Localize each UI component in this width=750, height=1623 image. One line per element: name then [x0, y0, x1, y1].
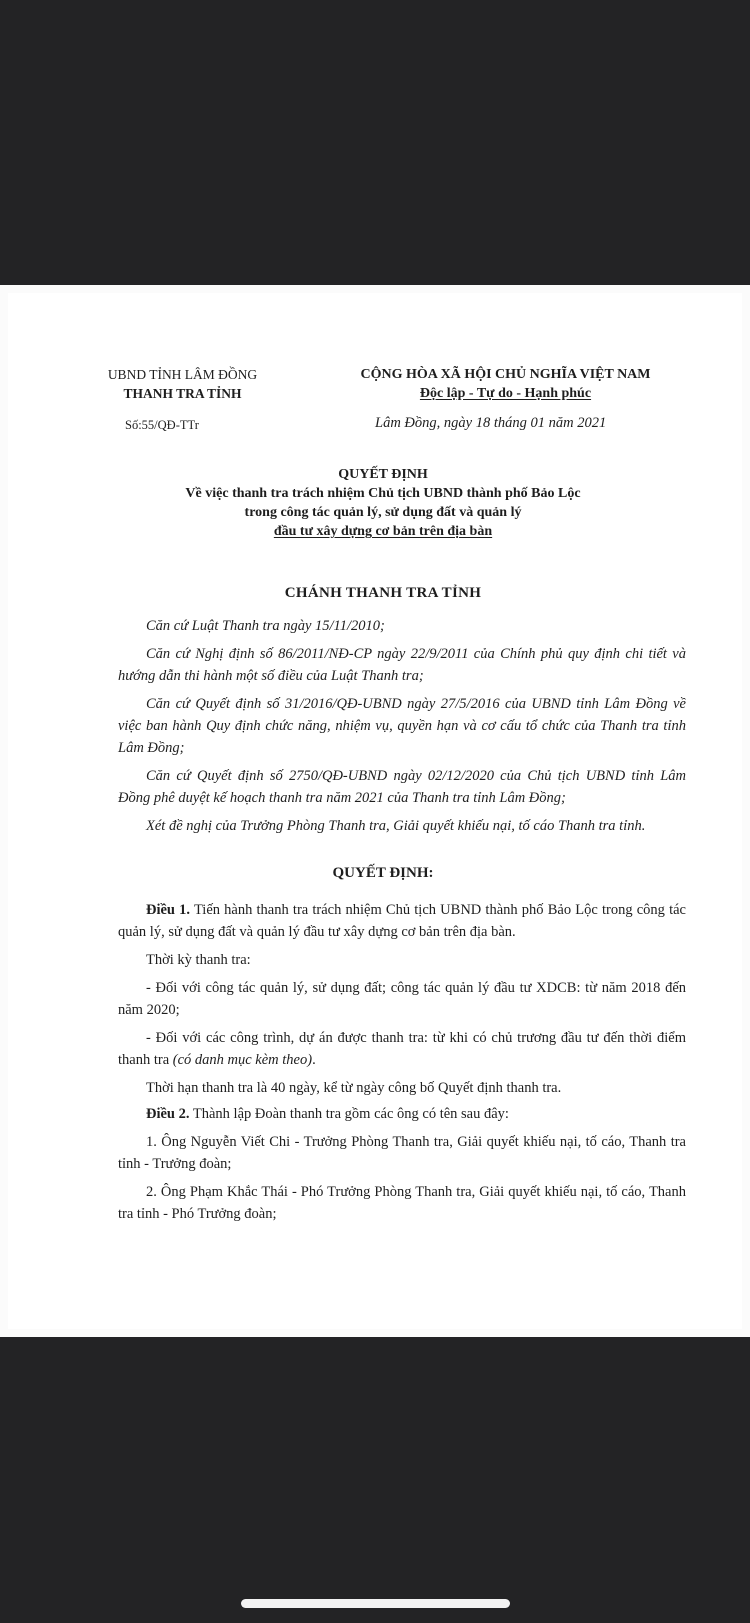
legal-bases: [118, 615, 686, 837]
issuing-agency: [90, 365, 275, 403]
articles: [118, 899, 686, 1225]
member-2: 2. Ông Phạm Khắc Thái - Phó Trưởng Phòng Thanh tra, Giải quyết khiếu nại, tố cáo, Thanh tra tỉnh - Phó Trưởng đoàn;: [118, 1184, 686, 1222]
agency-line-1: UBND TỈNH LÂM ĐỒNG: [107, 367, 258, 382]
period-2-note: (có danh mục kèm theo): [172, 1052, 313, 1068]
top-dark-band: [0, 0, 750, 285]
subject-line-1: Về việc thanh tra trách nhiệm Chủ tịch UBND thành phố Bảo Lộc: [185, 486, 581, 501]
article-2-label: Điều 2.: [146, 1106, 190, 1122]
subject-line-2: trong công tác quản lý, sử dụng đất và quản lý: [244, 505, 522, 520]
national-heading: [333, 365, 678, 403]
article-2: [118, 1103, 686, 1125]
basis-5: Xét đề nghị của Trưởng Phòng Thanh tra, Giải quyết khiếu nại, tố cáo Thanh tra tỉnh.: [146, 818, 646, 834]
nation-name: CỘNG HÒA XÃ HỘI CHỦ NGHĨA VIỆT NAM: [360, 367, 651, 382]
article-1: [118, 899, 686, 943]
agency-line-2: THANH TRA TỈNH: [123, 386, 242, 401]
document-page: [8, 293, 742, 1329]
basis-3: Căn cứ Quyết định số 31/2016/QĐ-UBND ngày 27/5/2016 của UBND tỉnh Lâm Đồng về việc ban hành Quy định chức năng, nhiệm vụ, quyền hạn và cơ cấu tổ chức của Thanh tra tỉnh Lâm Đồng;: [118, 696, 686, 756]
bottom-dark-band: [0, 1337, 750, 1623]
document-type: QUYẾT ĐỊNH: [338, 467, 428, 482]
article-1-label: Điều 1.: [146, 902, 191, 918]
decision-heading: QUYẾT ĐỊNH:: [332, 865, 434, 881]
period-2-end: .: [312, 1052, 316, 1068]
document-photo: [0, 285, 750, 1337]
article-2-text: Thành lập Đoàn thanh tra gồm các ông có tên sau đây:: [192, 1106, 509, 1122]
basis-4: Căn cứ Quyết định số 2750/QĐ-UBND ngày 02/12/2020 của Chủ tịch UBND tỉnh Lâm Đồng phê duyệt kế hoạch thanh tra năm 2021 của Thanh tra tỉnh Lâm Đồng;: [118, 768, 686, 806]
signer-title: CHÁNH THANH TRA TỈNH: [284, 585, 482, 601]
subject-line-3: đầu tư xây dựng cơ bản trên địa bàn: [273, 524, 493, 539]
document-title: [126, 465, 640, 541]
inspection-duration: Thời hạn thanh tra là 40 ngày, kể từ ngày công bố Quyết định thanh tra.: [146, 1080, 562, 1096]
period-2: [118, 1027, 686, 1071]
period-label: Thời kỳ thanh tra:: [146, 952, 251, 968]
article-1-text: Tiến hành thanh tra trách nhiệm Chủ tịch UBND thành phố Bảo Lộc trong công tác quản lý, sử dụng đất và quản lý đầu tư xây dựng cơ bản trên địa bàn.: [118, 902, 686, 940]
home-indicator[interactable]: [241, 1599, 510, 1608]
national-motto: Độc lập - Tự do - Hạnh phúc: [419, 386, 592, 401]
place-date: Lâm Đồng, ngày 18 tháng 01 năm 2021: [375, 415, 607, 431]
period-1: - Đối với công tác quản lý, sử dụng đất; công tác quản lý đầu tư XDCB: từ năm 2018 đến năm 2020;: [118, 980, 686, 1018]
basis-2: Căn cứ Nghị định số 86/2011/NĐ-CP ngày 22/9/2011 của Chính phủ quy định chi tiết và hướng dẫn thi hành một số điều của Luật Thanh tra;: [118, 646, 686, 684]
period-2-text: - Đối với các công trình, dự án được thanh tra: từ khi có chủ trương đầu tư đến thời điểm thanh tra: [118, 1030, 686, 1068]
member-1: 1. Ông Nguyễn Viết Chi - Trưởng Phòng Thanh tra, Giải quyết khiếu nại, tố cáo, Thanh tra tỉnh - Trưởng đoàn;: [118, 1134, 686, 1172]
document-number: Số:55/QĐ-TTr: [125, 418, 199, 432]
basis-1: Căn cứ Luật Thanh tra ngày 15/11/2010;: [146, 618, 385, 634]
